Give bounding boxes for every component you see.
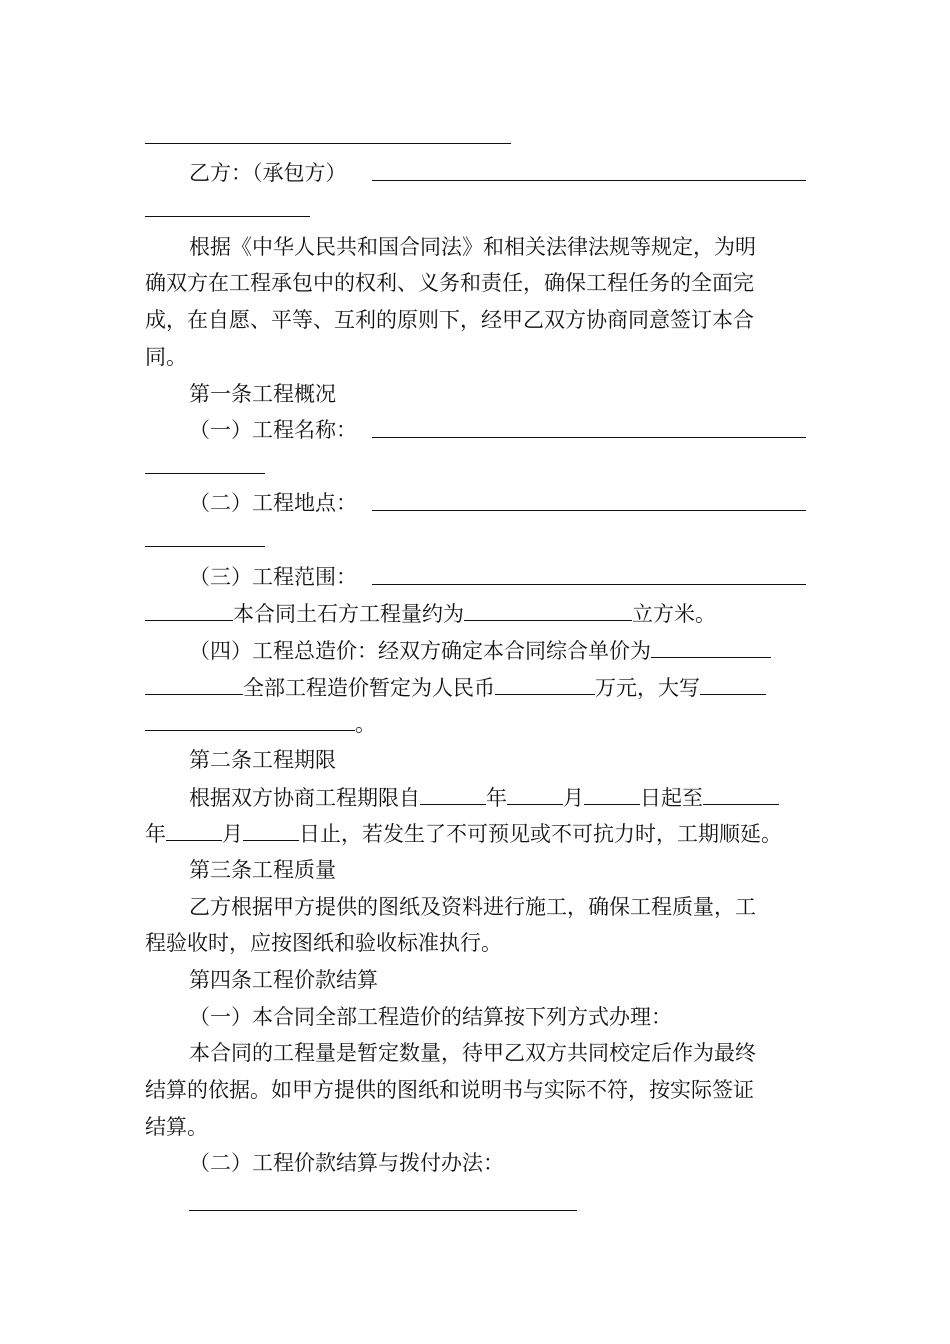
month-text-2: 月 [222, 822, 243, 846]
blank-end-month[interactable] [166, 818, 222, 841]
blank-scope-cont[interactable] [145, 598, 233, 621]
cost-capital-cont-line [145, 708, 376, 739]
blank-cost-amount[interactable] [495, 672, 595, 695]
year-text-2: 年 [145, 822, 166, 846]
settlement-sub-1: （一）本合同全部工程造价的结算按下列方式办理： [189, 1005, 672, 1029]
preamble-line-1: 根据《中华人民共和国合同法》和相关法律法规等规定，为明 [189, 235, 756, 259]
settlement-line-2: 结算的依据。如甲方提供的图纸和说明书与实际不符，按实际签证 [145, 1078, 754, 1102]
project-scope-label: （三）工程范围： [189, 565, 357, 589]
article-4-title: 第四条工程价款结算 [189, 968, 378, 992]
article-2-title: 第二条工程期限 [189, 748, 336, 772]
preamble-line-4: 同。 [145, 345, 187, 369]
period-line-1 [189, 782, 779, 813]
preamble-line-3: 成，在自愿、平等、互利的原则下，经甲乙双方协商同意签订本合 [145, 308, 754, 332]
blank-project-name[interactable] [372, 437, 806, 438]
blank-party-b[interactable] [372, 180, 806, 181]
project-location-label: （二）工程地点： [189, 491, 357, 515]
month-text-1: 月 [563, 786, 584, 810]
day-to-text: 日止，若发生了不可预见或不可抗力时，工期顺延。 [299, 822, 782, 846]
blank-project-scope[interactable] [372, 584, 806, 585]
blank-start-year[interactable] [420, 782, 486, 805]
blank-cost-capital[interactable] [700, 672, 766, 695]
total-cost-label: （四）工程总造价：经双方确定本合同综合单价为 [189, 639, 651, 663]
quality-line-1: 乙方根据甲方提供的图纸及资料进行施工，确保工程质量，工 [189, 895, 756, 919]
cost-end: 。 [355, 712, 376, 736]
blank-unit-price-cont[interactable] [145, 672, 243, 695]
settlement-line-1: 本合同的工程量是暂定数量，待甲乙双方共同校定后作为最终 [189, 1041, 756, 1065]
period-line-2 [145, 818, 782, 849]
earthwork-line [145, 598, 716, 629]
blank-cost-capital-cont[interactable] [145, 708, 355, 731]
project-name-label: （一）工程名称： [189, 418, 357, 442]
year-text-1: 年 [486, 786, 507, 810]
article-3-title: 第三条工程质量 [189, 858, 336, 882]
blank-line-party-a[interactable] [145, 143, 511, 144]
settlement-line-3: 结算。 [145, 1115, 208, 1139]
earthwork-text-b: 立方米。 [632, 602, 716, 626]
day-from-text: 日起至 [640, 786, 703, 810]
quality-line-2: 程验收时，应按图纸和验收标准执行。 [145, 931, 502, 955]
blank-party-b-cont[interactable] [145, 216, 310, 217]
blank-end-day[interactable] [243, 818, 299, 841]
blank-project-location-cont[interactable] [145, 546, 265, 547]
blank-project-name-cont[interactable] [145, 473, 265, 474]
cost-text-a: 全部工程造价暂定为人民币 [243, 676, 495, 700]
cost-amount-line [145, 672, 766, 703]
party-b-line [189, 158, 347, 188]
preamble-line-2: 确双方在工程承包中的权利、义务和责任，确保工程任务的全面完 [145, 271, 754, 295]
blank-project-location[interactable] [372, 510, 806, 511]
party-b-label: 乙方：（承包方） [189, 161, 347, 185]
blank-payment-method[interactable] [189, 1210, 577, 1211]
blank-end-year[interactable] [703, 782, 779, 805]
article-1-title: 第一条工程概况 [189, 382, 336, 406]
total-cost-line [189, 635, 771, 666]
cost-text-b: 万元，大写 [595, 676, 700, 700]
blank-unit-price[interactable] [651, 635, 771, 658]
blank-start-day[interactable] [584, 782, 640, 805]
earthwork-text-a: 本合同土石方工程量约为 [233, 602, 464, 626]
settlement-sub-2: （二）工程价款结算与拨付办法： [189, 1151, 504, 1175]
blank-start-month[interactable] [507, 782, 563, 805]
period-text: 根据双方协商工程期限自 [189, 786, 420, 810]
blank-earthwork-volume[interactable] [464, 598, 632, 621]
